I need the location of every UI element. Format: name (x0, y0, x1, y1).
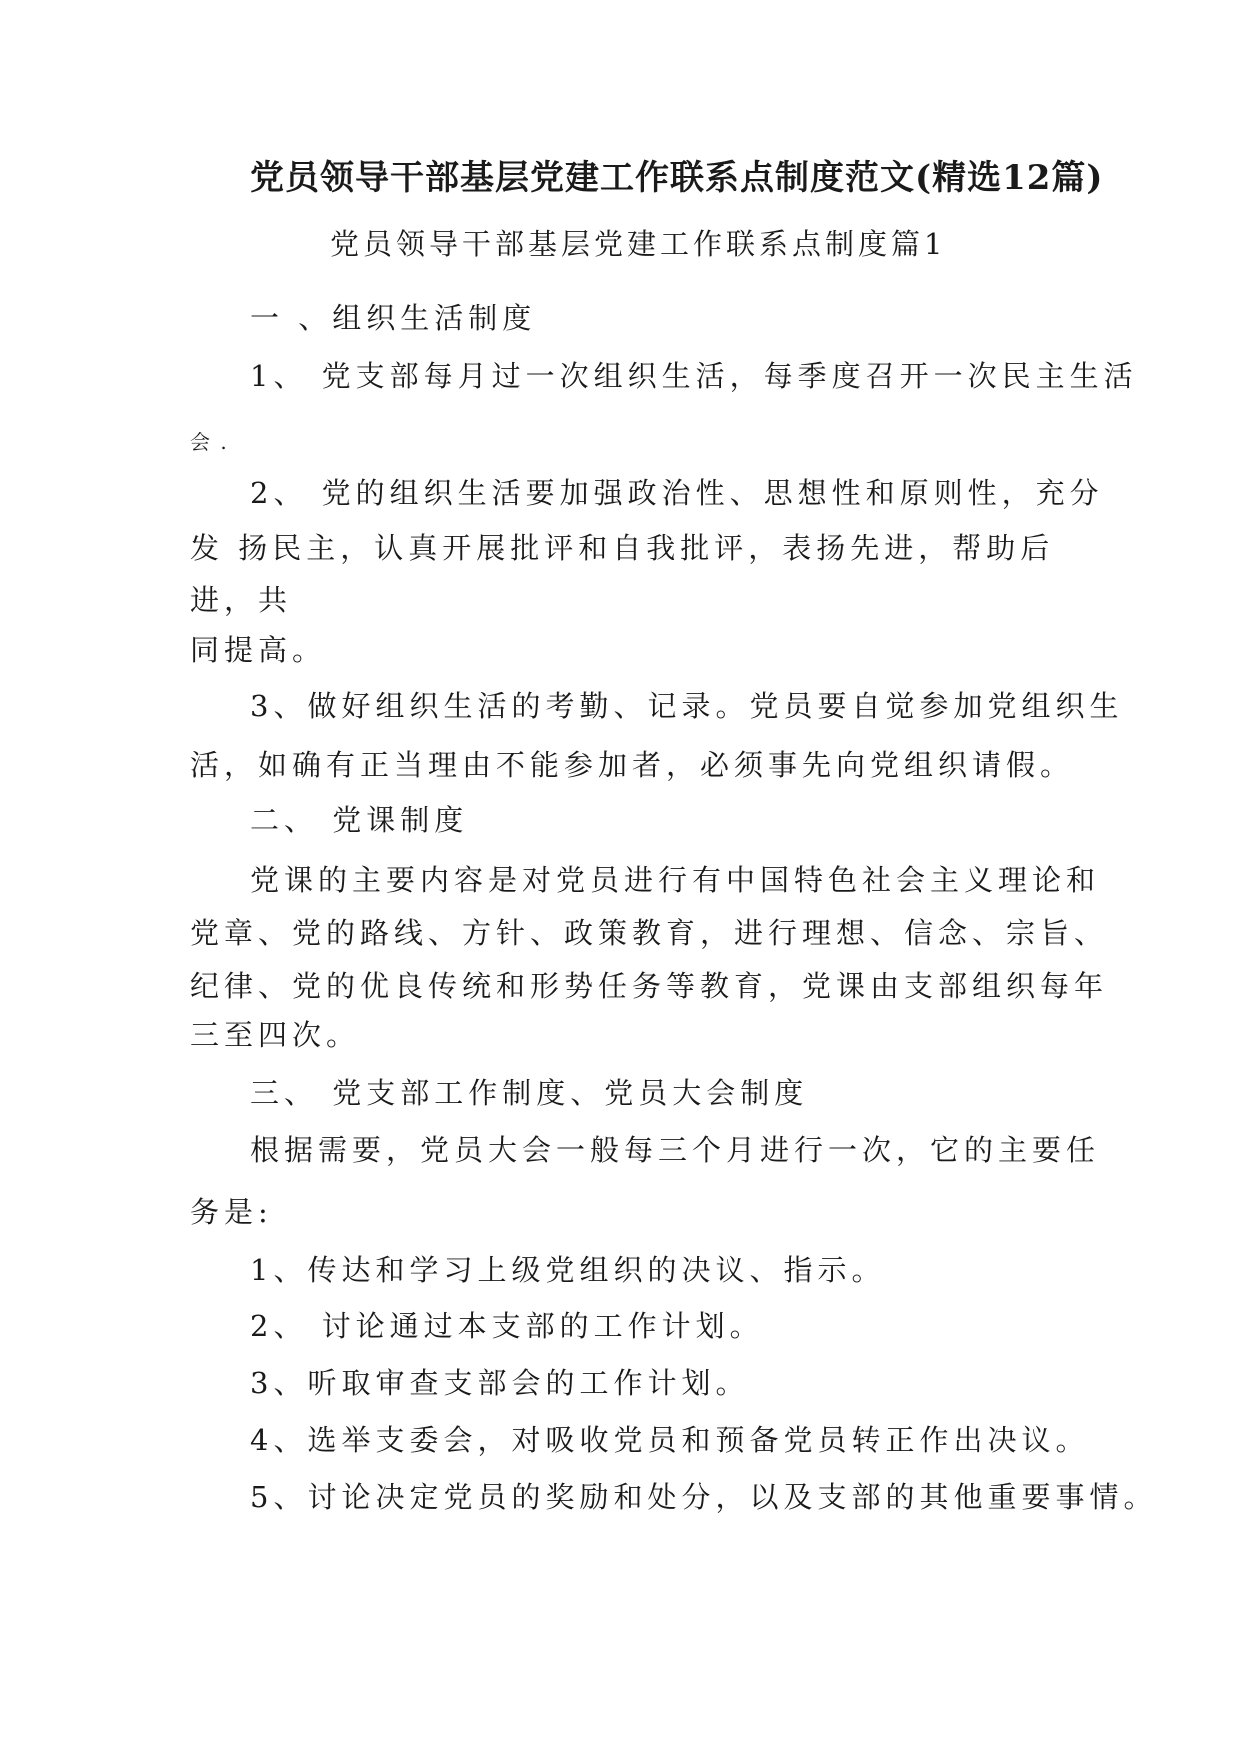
list-item: 4、选举支委会，对吸收党员和预备党员转正作出决议。 (250, 1423, 1090, 1457)
list-item: 3、听取审查支部会的工作计划。 (250, 1366, 750, 1400)
paragraph-line: 进，共 (190, 583, 293, 617)
list-item: 1、传达和学习上级党组织的决议、指示。 (250, 1253, 886, 1287)
paragraph-line: 发 扬民主，认真开展批评和自我批评，表扬先进，帮助后 (190, 531, 1055, 565)
paragraph-line: 三至四次。 (190, 1018, 361, 1052)
list-item: 2、 讨论通过本支部的工作计划。 (250, 1309, 764, 1343)
heading-party-lecture: 二、 党课制度 (250, 803, 469, 837)
document-title: 党员领导干部基层党建工作联系点制度范文(精选12篇) (250, 158, 1104, 198)
paragraph-line: 党课的主要内容是对党员进行有中国特色社会主义理论和 (250, 863, 1101, 897)
heading-branch-work: 三、 党支部工作制度、党员大会制度 (250, 1076, 809, 1110)
paragraph-line: 根据需要，党员大会一般每三个月进行一次，它的主要任 (250, 1133, 1101, 1167)
paragraph-line: 务是: (190, 1195, 273, 1229)
paragraph-line: 3、做好组织生活的考勤、记录。党员要自觉参加党组织生 (250, 689, 1124, 723)
heading-organization-life: 一 、组织生活制度 (250, 301, 537, 335)
paragraph-line: 会 . (190, 430, 229, 454)
paragraph-line: 活，如确有正当理由不能参加者，必须事先向党组织请假。 (190, 748, 1075, 782)
paragraph-line: 1、 党支部每月过一次组织生活，每季度召开一次民主生活 (250, 359, 1138, 393)
paragraph-line: 党章、党的路线、方针、政策教育，进行理想、信念、宗旨、 (190, 916, 1109, 950)
list-item: 5、讨论决定党员的奖励和处分，以及支部的其他重要事情。 (250, 1480, 1158, 1514)
section-subtitle: 党员领导干部基层党建工作联系点制度篇1 (330, 227, 947, 261)
paragraph-line: 2、 党的组织生活要加强政治性、思想性和原则性，充分 (250, 476, 1104, 510)
paragraph-line: 纪律、党的优良传统和形势任务等教育，党课由支部组织每年 (190, 969, 1109, 1003)
paragraph-line: 同提高。 (190, 633, 327, 667)
